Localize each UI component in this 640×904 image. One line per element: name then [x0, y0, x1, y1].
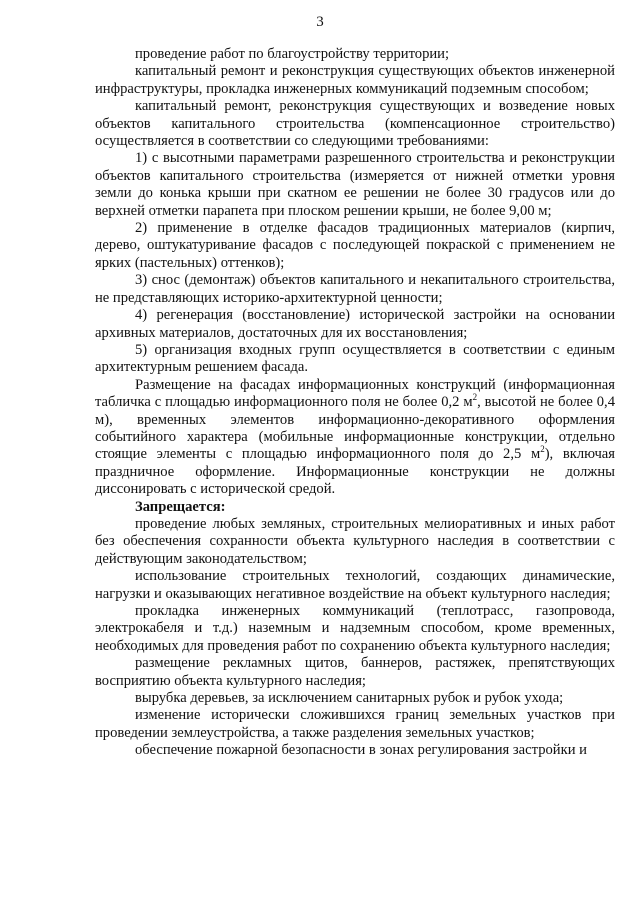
prohibited-item: изменение исторически сложившихся границ земельных участков при проведении землеустройства, а также разделения земельных участков; — [95, 707, 615, 741]
prohibited-item: проведение любых земляных, строительных мелиоративных и иных работ без обеспечения сохранности объекта культурного наследия в соответствии с действующим законодательством; — [95, 515, 615, 567]
prohibited-item: использование строительных технологий, создающих динамические, нагрузки и оказывающих негативное воздействие на объект культурного наследия; — [95, 568, 615, 602]
signage-text-part: Размещение на фасадах информационных конструкций (информационная табличка с площадью информационного поля не более 0,2 м — [95, 376, 615, 411]
prohibited-item: обеспечение пожарной безопасности в зонах регулирования застройки и — [135, 742, 587, 759]
requirement-item: 5) организация входных групп осуществляется в соответствии с единым архитектурным решением фасада. — [95, 341, 615, 376]
paragraph: проведение работ по благоустройству территории; — [135, 46, 450, 62]
page-number: 3 — [316, 14, 324, 30]
signage-text-part: , высотой не более 0,4 м), временных элементов информационно-декоративного оформления событийного характера (мобильные информационные конструкции, отдельно стоящие элементы с площадью информационного поля до 2,5 м — [95, 394, 616, 463]
requirement-item: 2) применение в отделке фасадов традиционных материалов (кирпич, дерево, оштукатуривание фасадов с последующей покраской с применением не ярких (пастельных) оттенков); — [95, 220, 615, 271]
signage-paragraph — [95, 377, 615, 499]
requirement-item: 3) снос (демонтаж) объектов капитального и некапитального строительства, не представляющих историко-архитектурной ценности; — [95, 272, 615, 306]
paragraph: капитальный ремонт, реконструкция существующих и возведение новых объектов капитального строительства (компенсационное строительство) осуществляется в соответствии со следующими требованиями: — [95, 98, 615, 150]
signage-text-part: ), включая праздничное оформление. Информационные конструкции не должны диссонировать с исторической средой. — [95, 446, 615, 498]
prohibited-heading: Запрещается: — [135, 498, 226, 515]
paragraph: капитальный ремонт и реконструкция существующих объектов инженерной инфраструктуры, прокладка инженерных коммуникаций подземным способом; — [95, 63, 615, 97]
prohibited-item: размещение рекламных щитов, баннеров, растяжек, препятствующих восприятию объекта культурного наследия; — [95, 655, 615, 689]
prohibited-item: вырубка деревьев, за исключением санитарных рубок и рубок ухода; — [135, 690, 564, 707]
requirement-item: 4) регенерация (восстановление) исторической застройки на основании архивных материалов, достаточных для их восстановления; — [95, 307, 615, 341]
document-body — [95, 46, 615, 760]
prohibited-item: прокладка инженерных коммуникаций (теплотрасс, газопровода, электрокабеля и т.д.) наземным и надземным способом, кроме временных, необходимых для проведения работ по сохранению объекта культурного наследия; — [95, 603, 615, 654]
superscript: 2 — [540, 444, 545, 455]
requirement-item: 1) с высотными параметрами разрешенного строительства и реконструкции объектов капитального строительства (измеряется от нижней отметки уровня земли до конька крыши при скатном ее решении не более 30 градусов или до верхней отметки парапета при плоском решении крыши, не более 9,00 м; — [95, 150, 615, 219]
superscript: 2 — [472, 392, 478, 403]
